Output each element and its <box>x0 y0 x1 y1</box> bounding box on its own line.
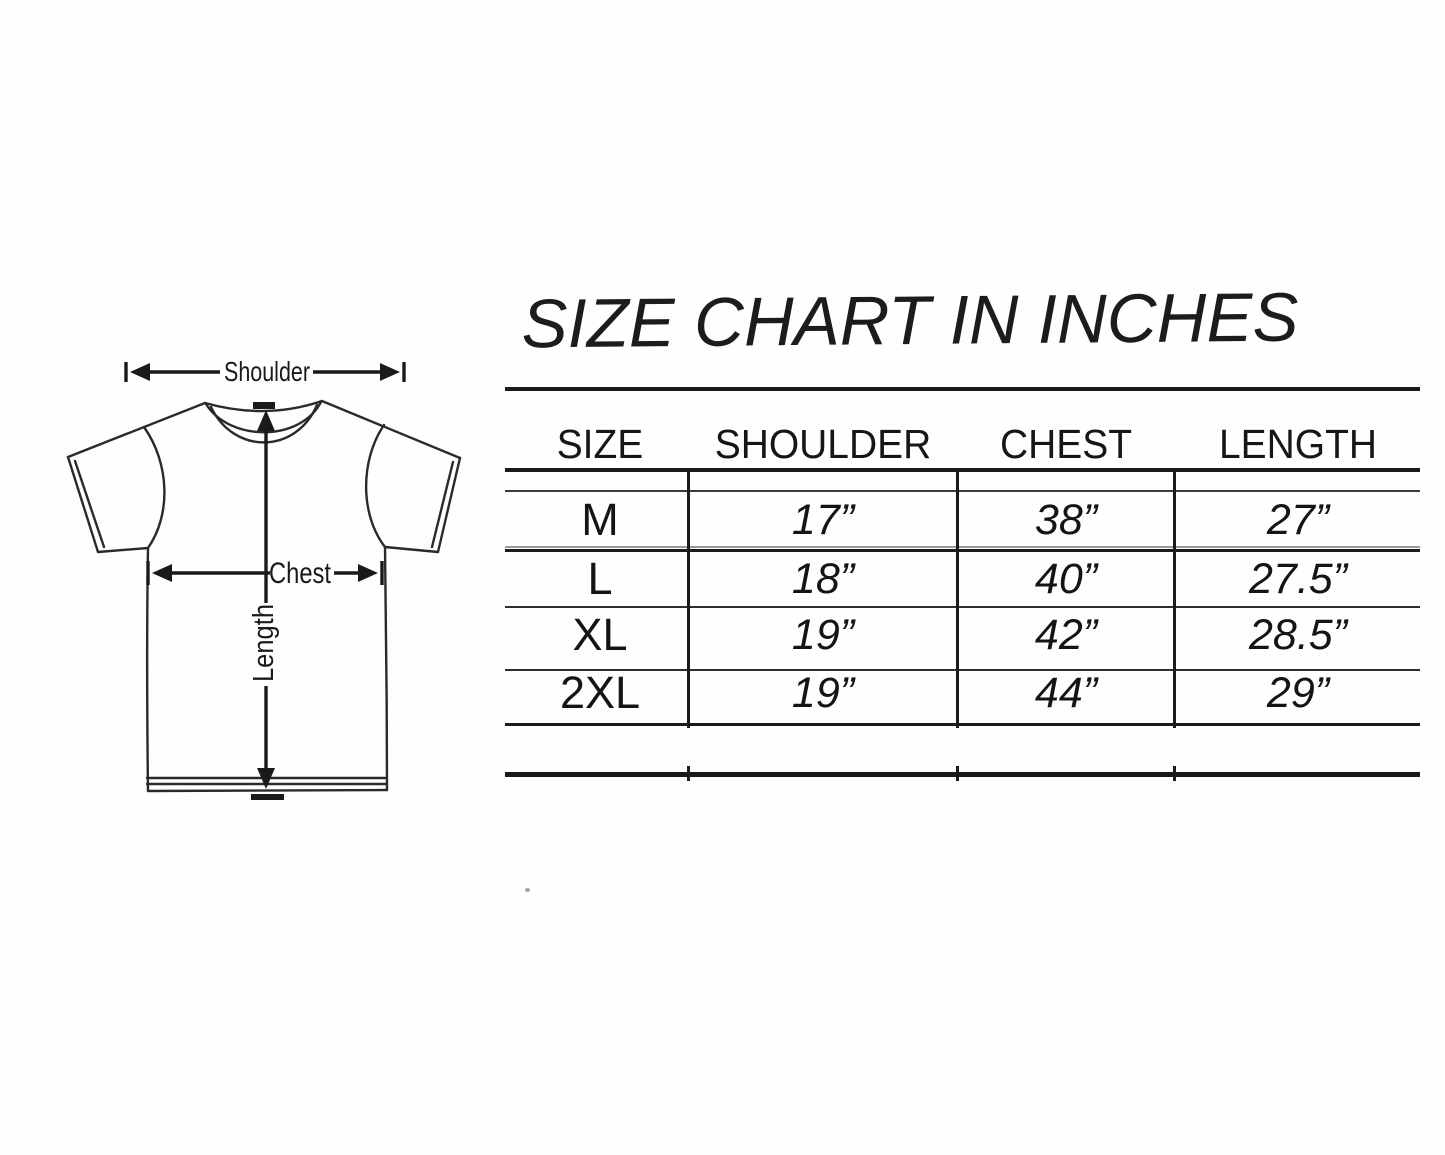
col-header-length: LENGTH <box>1219 421 1377 467</box>
table-divider-nub <box>1173 766 1176 781</box>
row-m-chest-value: 38” <box>1034 496 1098 544</box>
row-2xl-size-label: 2XL <box>559 667 641 718</box>
tshirt-outline <box>68 401 460 791</box>
row-l-chest-value: 40” <box>1034 555 1098 603</box>
table-rule-sep-4 <box>505 723 1420 726</box>
table-rule-double-dark <box>505 549 1420 552</box>
col-header-chest: CHEST <box>999 421 1133 467</box>
chest-dimension-label: Chest <box>269 557 332 590</box>
row-xl-length-value: 28.5” <box>1248 611 1347 659</box>
col-header-size: SIZE <box>556 421 644 467</box>
row-2xl-chest-value: 44” <box>1034 669 1098 717</box>
row-m-shoulder-value: 17” <box>791 496 855 544</box>
table-rule-bottom <box>505 772 1420 777</box>
row-2xl-shoulder-value: 19” <box>791 669 855 717</box>
row-xl-size-label: XL <box>572 609 628 660</box>
table-rule-header-bottom <box>505 468 1420 472</box>
row-m-length-value: 27” <box>1266 496 1330 544</box>
table-rule-double-gray <box>505 546 1420 548</box>
row-m-size-label: M <box>581 494 619 545</box>
row-l-size-label: L <box>587 553 613 604</box>
row-l-shoulder-value: 18” <box>791 555 855 603</box>
row-xl-shoulder-value: 19” <box>791 611 855 659</box>
length-dimension-label: Length <box>248 593 280 682</box>
row-2xl-length-value: 29” <box>1266 669 1330 717</box>
row-l-length-value: 27.5” <box>1248 555 1347 603</box>
shoulder-dimension-label: Shoulder <box>224 356 310 387</box>
table-divider-nub <box>687 766 690 781</box>
table-divider-nub <box>956 766 959 781</box>
row-xl-chest-value: 42” <box>1034 611 1098 659</box>
table-rule-top <box>505 387 1420 391</box>
table-rule-sep-2 <box>505 606 1420 608</box>
col-header-shoulder: SHOULDER <box>714 421 932 467</box>
scan-artifact-dot <box>525 888 530 892</box>
tshirt-measurement-diagram <box>20 350 500 820</box>
table-rule-thin <box>505 490 1420 492</box>
page-title: SIZE CHART IN INCHES <box>521 278 1299 363</box>
